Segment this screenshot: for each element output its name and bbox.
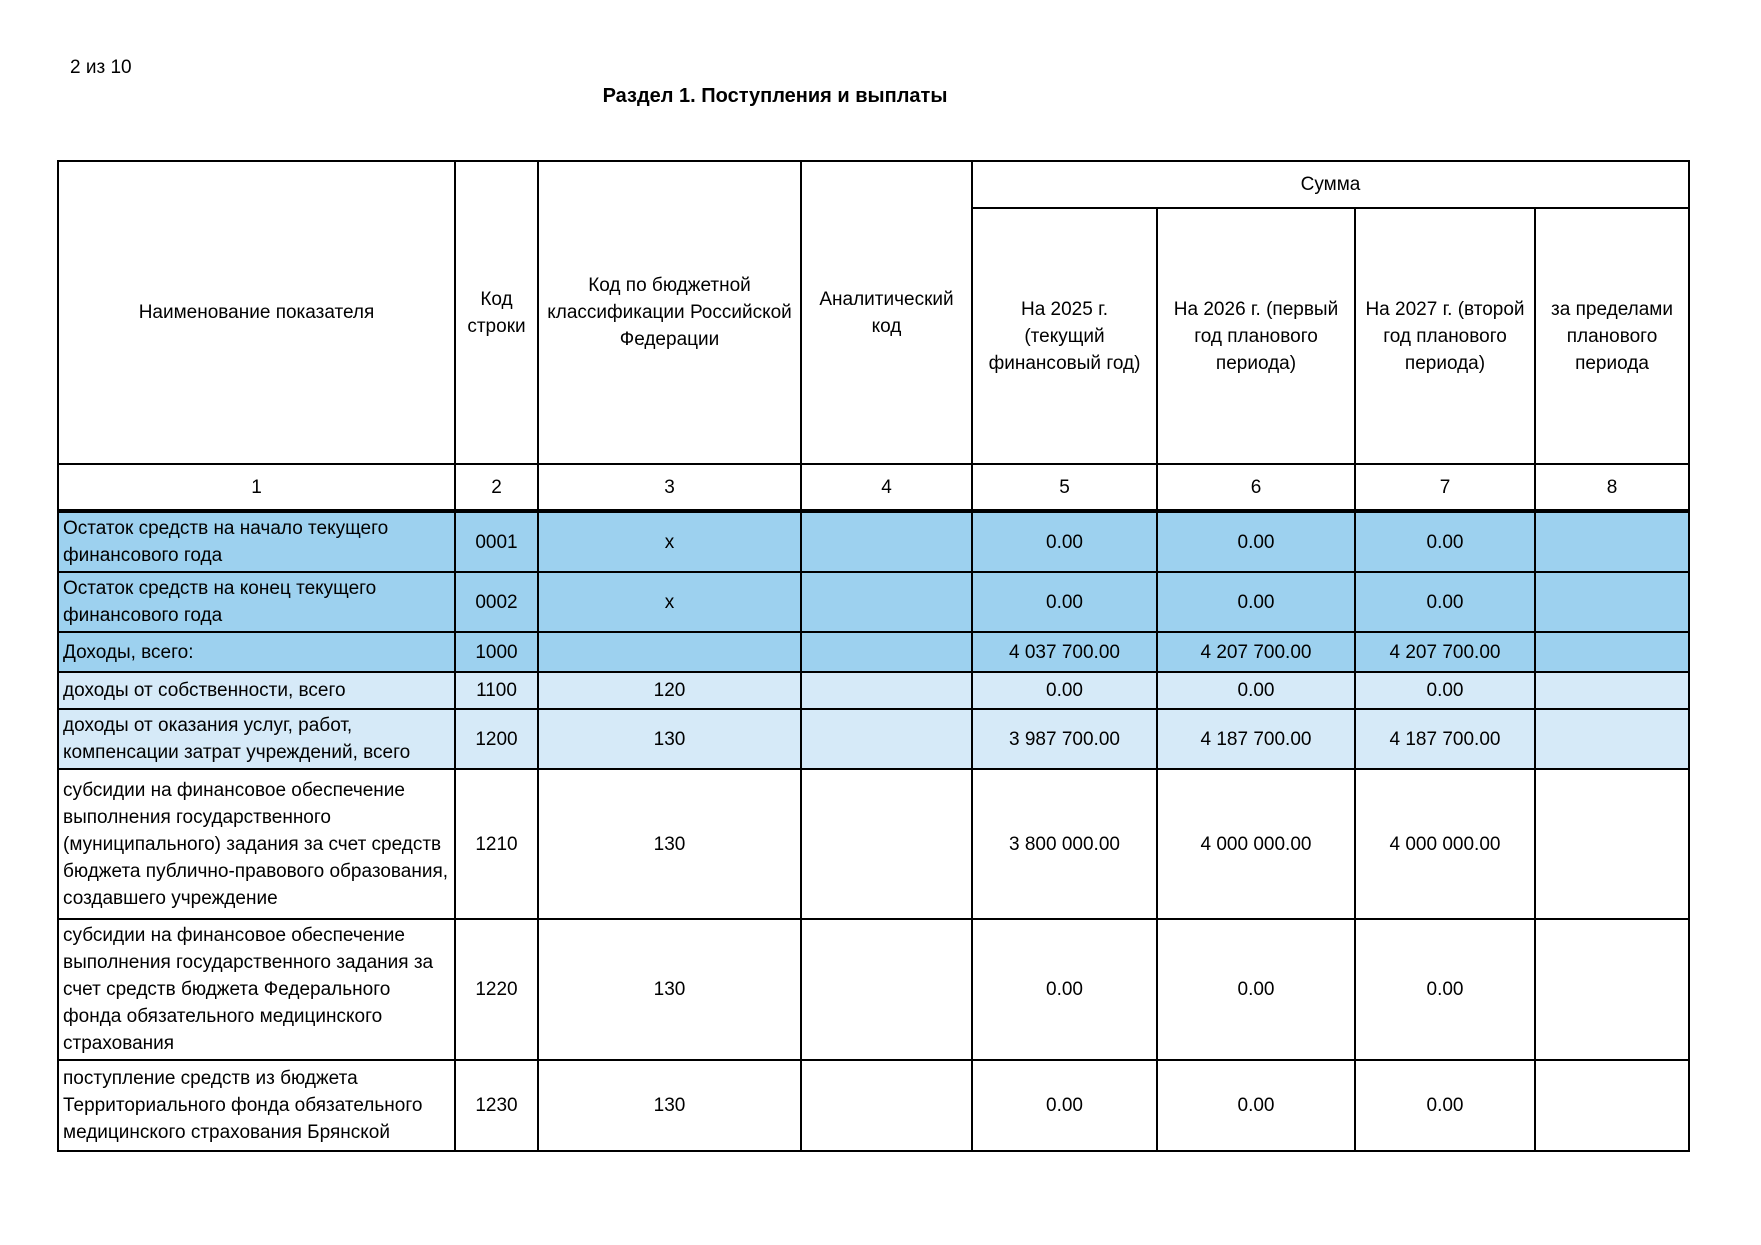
cell-indicator-name: Доходы, всего: xyxy=(58,632,455,672)
cell-amount-beyond xyxy=(1535,709,1689,769)
column-number: 8 xyxy=(1535,464,1689,511)
cell-amount-2025: 0.00 xyxy=(972,572,1157,632)
cell-amount-2025: 0.00 xyxy=(972,511,1157,572)
cell-amount-2026: 4 000 000.00 xyxy=(1157,769,1355,919)
header-indicator-name: Наименование показателя xyxy=(58,161,455,464)
column-number: 1 xyxy=(58,464,455,511)
cell-amount-2027: 0.00 xyxy=(1355,572,1535,632)
cell-analytic-code xyxy=(801,709,972,769)
cell-analytic-code xyxy=(801,572,972,632)
cell-line-code: 1230 xyxy=(455,1060,538,1151)
cell-analytic-code xyxy=(801,769,972,919)
cell-budget-code: x xyxy=(538,511,801,572)
column-number: 7 xyxy=(1355,464,1535,511)
cell-line-code: 0001 xyxy=(455,511,538,572)
cell-analytic-code xyxy=(801,1060,972,1151)
header-analytic-code: Аналитический код xyxy=(801,161,972,464)
page-indicator: 2 из 10 xyxy=(70,57,132,78)
column-number: 3 xyxy=(538,464,801,511)
cell-line-code: 1200 xyxy=(455,709,538,769)
table-row xyxy=(58,511,1689,572)
cell-budget-code: 120 xyxy=(538,672,801,709)
cell-amount-2025: 0.00 xyxy=(972,672,1157,709)
cell-budget-code: 130 xyxy=(538,769,801,919)
budget-table xyxy=(57,160,1690,1152)
cell-indicator-name: доходы от оказания услуг, работ, компенсации затрат учреждений, всего xyxy=(58,709,455,769)
cell-amount-beyond xyxy=(1535,769,1689,919)
cell-indicator-name: поступление средств из бюджета Территориального фонда обязательного медицинского страхования Брянской xyxy=(58,1060,455,1151)
header-year-2025: На 2025 г. (текущий финансовый год) xyxy=(972,208,1157,464)
cell-budget-code: 130 xyxy=(538,1060,801,1151)
cell-amount-2025: 3 987 700.00 xyxy=(972,709,1157,769)
table-row xyxy=(58,709,1689,769)
cell-indicator-name: Остаток средств на конец текущего финансового года xyxy=(58,572,455,632)
table-row xyxy=(58,572,1689,632)
cell-amount-2026: 0.00 xyxy=(1157,1060,1355,1151)
header-budget-code: Код по бюджетной классификации Российской Федерации xyxy=(538,161,801,464)
cell-amount-2027: 4 187 700.00 xyxy=(1355,709,1535,769)
cell-amount-2025: 0.00 xyxy=(972,1060,1157,1151)
cell-amount-2025: 0.00 xyxy=(972,919,1157,1060)
column-number: 5 xyxy=(972,464,1157,511)
cell-line-code: 1100 xyxy=(455,672,538,709)
cell-indicator-name: доходы от собственности, всего xyxy=(58,672,455,709)
cell-amount-beyond xyxy=(1535,632,1689,672)
cell-amount-beyond xyxy=(1535,919,1689,1060)
cell-budget-code: x xyxy=(538,572,801,632)
cell-amount-beyond xyxy=(1535,572,1689,632)
header-group-row xyxy=(58,161,1689,208)
cell-line-code: 1210 xyxy=(455,769,538,919)
table-row xyxy=(58,1060,1689,1151)
table-row xyxy=(58,919,1689,1060)
cell-indicator-name: Остаток средств на начало текущего финансового года xyxy=(58,511,455,572)
cell-budget-code: 130 xyxy=(538,709,801,769)
cell-amount-2026: 4 187 700.00 xyxy=(1157,709,1355,769)
column-number-row xyxy=(58,464,1689,511)
cell-amount-2027: 0.00 xyxy=(1355,672,1535,709)
cell-line-code: 0002 xyxy=(455,572,538,632)
cell-amount-2026: 0.00 xyxy=(1157,511,1355,572)
cell-amount-beyond xyxy=(1535,511,1689,572)
cell-amount-2027: 0.00 xyxy=(1355,919,1535,1060)
cell-amount-2026: 0.00 xyxy=(1157,919,1355,1060)
cell-line-code: 1220 xyxy=(455,919,538,1060)
column-number: 6 xyxy=(1157,464,1355,511)
header-beyond-period: за пределами планового периода xyxy=(1535,208,1689,464)
cell-line-code: 1000 xyxy=(455,632,538,672)
cell-analytic-code xyxy=(801,632,972,672)
header-year-2027: На 2027 г. (второй год планового периода) xyxy=(1355,208,1535,464)
cell-budget-code: 130 xyxy=(538,919,801,1060)
cell-amount-2025: 3 800 000.00 xyxy=(972,769,1157,919)
header-line-code: Код строки xyxy=(455,161,538,464)
table-row xyxy=(58,769,1689,919)
header-sum-group: Сумма xyxy=(972,161,1689,208)
cell-budget-code xyxy=(538,632,801,672)
cell-analytic-code xyxy=(801,672,972,709)
cell-amount-2026: 0.00 xyxy=(1157,672,1355,709)
header-year-2026: На 2026 г. (первый год планового периода) xyxy=(1157,208,1355,464)
table-row xyxy=(58,672,1689,709)
cell-amount-beyond xyxy=(1535,1060,1689,1151)
cell-amount-2027: 0.00 xyxy=(1355,511,1535,572)
cell-amount-2026: 0.00 xyxy=(1157,572,1355,632)
column-number: 2 xyxy=(455,464,538,511)
cell-amount-beyond xyxy=(1535,672,1689,709)
cell-amount-2027: 4 000 000.00 xyxy=(1355,769,1535,919)
cell-analytic-code xyxy=(801,511,972,572)
column-number: 4 xyxy=(801,464,972,511)
cell-amount-2027: 0.00 xyxy=(1355,1060,1535,1151)
cell-amount-2027: 4 207 700.00 xyxy=(1355,632,1535,672)
section-title: Раздел 1. Поступления и выплаты xyxy=(602,85,948,107)
cell-amount-2025: 4 037 700.00 xyxy=(972,632,1157,672)
cell-indicator-name: субсидии на финансовое обеспечение выполнения государственного (муниципального) задания за счет средств бюджета публично-правового образования, создавшего учреждение xyxy=(58,769,455,919)
cell-indicator-name: субсидии на финансовое обеспечение выполнения государственного задания за счет средств бюджета Федерального фонда обязательного медицинского страхования xyxy=(58,919,455,1060)
cell-analytic-code xyxy=(801,919,972,1060)
cell-amount-2026: 4 207 700.00 xyxy=(1157,632,1355,672)
table-row xyxy=(58,632,1689,672)
